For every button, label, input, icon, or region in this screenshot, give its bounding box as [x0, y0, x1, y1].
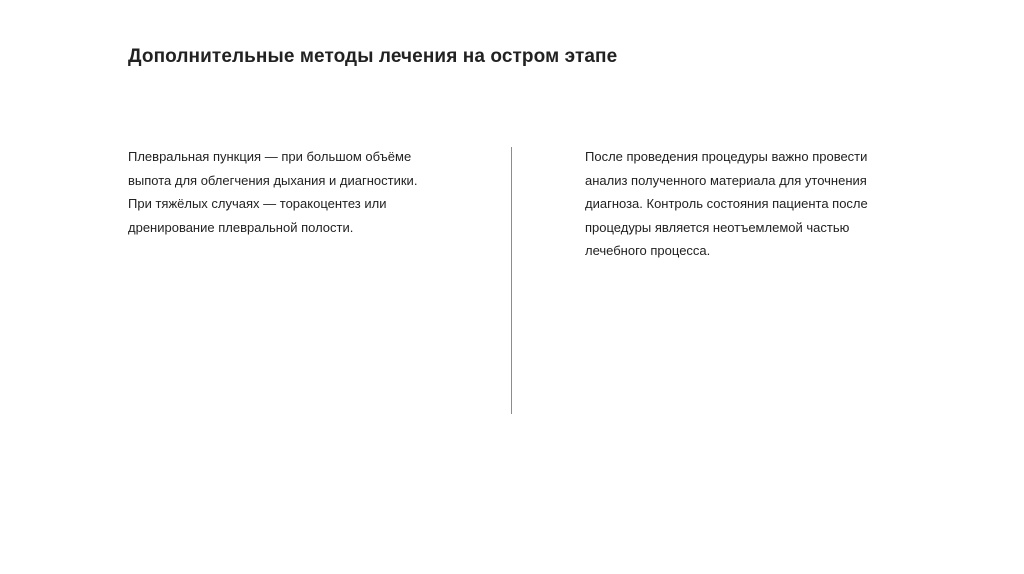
left-text-line: выпота для облегчения дыхания и диагностики.	[128, 172, 418, 188]
left-text-column	[128, 145, 458, 239]
right-text-line: процедуры является неотъемлемой частью	[585, 219, 850, 235]
column-divider	[511, 147, 512, 414]
right-text-line: диагноза. Контроль состояния пациента после	[585, 196, 868, 211]
slide-title: Дополнительные методы лечения на остром этапе	[128, 46, 618, 67]
right-text-line: лечебного процесса.	[585, 243, 711, 258]
left-text-line: Плевральная пункция — при большом объёме	[128, 149, 412, 164]
right-text-line: анализ полученного материала для уточнения	[585, 172, 867, 188]
left-text-line: дренирование плевральной полости.	[128, 219, 354, 235]
left-text-line: При тяжёлых случаях — торакоцентез или	[128, 196, 387, 211]
right-text-line: После проведения процедуры важно провести	[585, 149, 868, 164]
right-text-column	[585, 145, 905, 263]
